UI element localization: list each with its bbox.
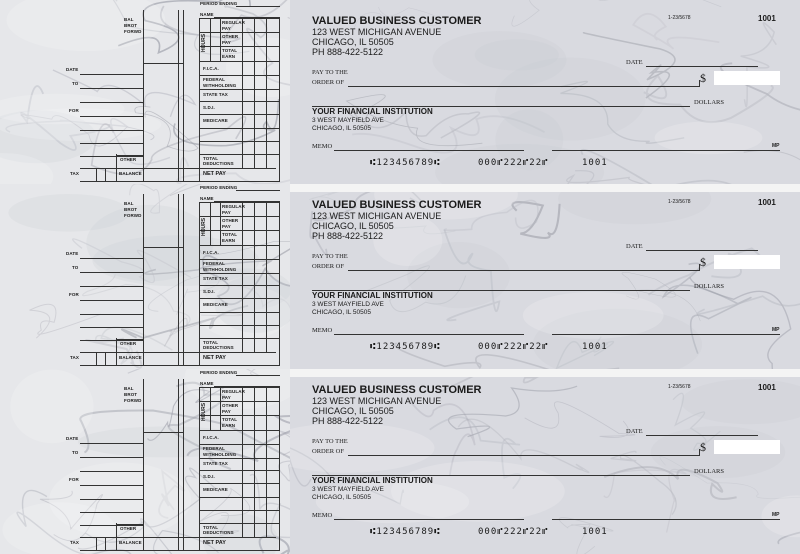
tax-label: TAX (70, 171, 79, 176)
hours-label: HOURS (201, 402, 207, 421)
fica-label: F.I.C.A. (203, 66, 219, 71)
column-line (105, 168, 106, 182)
forwd-label: FORWD (124, 29, 142, 34)
name-label: NAME (200, 381, 214, 386)
mp-label: MP (772, 327, 780, 333)
check (290, 0, 800, 184)
bank-fraction: 1-23/5678 (668, 15, 691, 21)
rule-line (80, 314, 144, 315)
to-label: TO (72, 450, 79, 455)
fica-label: F.I.C.A. (203, 435, 219, 440)
customer-name: VALUED BUSINESS CUSTOMER (312, 384, 482, 396)
forwd-label: FORWD (124, 398, 142, 403)
column-line (210, 18, 211, 61)
micr-check-number: 1001 (582, 527, 608, 537)
bank-fraction: 1-23/5678 (668, 384, 691, 390)
other-label: OTHER (120, 526, 137, 531)
bal-label: BAL (124, 386, 134, 391)
rule-line (80, 457, 144, 458)
column-line (242, 18, 243, 168)
sdi-label: S.D.I. (203, 474, 215, 479)
customer-address-1: 123 WEST MICHIGAN AVENUE (312, 211, 442, 221)
hours-label: HOURS (201, 33, 207, 52)
column-line (183, 194, 184, 366)
other-pay-label-1: OTHER (222, 218, 239, 223)
micr-routing: ⑆123456789⑆ (370, 342, 441, 352)
rule-line (199, 458, 280, 459)
memo-label: MEMO (312, 512, 333, 519)
rule-line (199, 510, 280, 511)
column-line (105, 537, 106, 551)
rule-line (199, 61, 280, 62)
fica-label: F.I.C.A. (203, 250, 219, 255)
customer-phone: PH 888-422-5122 (312, 231, 384, 241)
check-stub (0, 0, 290, 184)
column-line (116, 523, 117, 551)
federal-withholding-label-1: FEDERAL (203, 77, 225, 82)
rule-line (80, 143, 144, 144)
rule-line (199, 523, 280, 524)
check-number: 1001 (758, 14, 776, 23)
other-label: OTHER (120, 157, 137, 162)
other-pay-label-1: OTHER (222, 403, 239, 408)
rule-line (199, 273, 280, 274)
rule-line (199, 216, 280, 217)
total-deductions-label-2: DEDUCTIONS (203, 345, 234, 350)
rule-line (199, 259, 280, 260)
federal-withholding-label-1: FEDERAL (203, 446, 225, 451)
rule-line (80, 512, 144, 513)
date-line[interactable] (646, 250, 758, 251)
rule-line (199, 444, 280, 445)
brot-label: BROT (124, 207, 138, 212)
dollars-label: DOLLARS (694, 468, 724, 475)
net-pay-label: NET PAY (203, 355, 226, 361)
tax-label: TAX (70, 540, 79, 545)
rule-line (199, 230, 280, 231)
regular-pay-label-2: PAY (222, 26, 231, 31)
rule-line (199, 497, 280, 498)
federal-withholding-label-2: WITHHOLDING (203, 452, 237, 457)
column-line (254, 18, 255, 168)
column-line (183, 10, 184, 182)
rule-line (80, 272, 144, 273)
rule-line (236, 6, 280, 7)
regular-pay-label-1: REGULAR (222, 204, 245, 209)
memo-line[interactable] (334, 150, 524, 151)
payee-line[interactable] (348, 455, 700, 456)
total-deductions-label-1: TOTAL (203, 525, 219, 530)
bank-fraction: 1-23/5678 (668, 199, 691, 205)
check (290, 377, 800, 554)
dollar-sign: $ (700, 440, 706, 454)
micr-account: 000⑈222⑈22⑈ (478, 342, 549, 352)
check-separator (290, 369, 800, 377)
rule-line (199, 470, 280, 471)
state-tax-label: STATE TAX (203, 276, 228, 281)
rule-line (116, 339, 144, 340)
bank-address-1: 3 WEST MAYFIELD AVE (312, 486, 384, 493)
signature-line[interactable] (552, 334, 780, 335)
total-deductions-label-1: TOTAL (203, 156, 219, 161)
rule-line (199, 75, 280, 76)
rule-line (199, 298, 280, 299)
rule-line (143, 63, 183, 64)
rule-line (80, 485, 144, 486)
regular-pay-label-2: PAY (222, 395, 231, 400)
rule-line (80, 258, 144, 259)
rule-line (199, 430, 280, 431)
state-tax-label: STATE TAX (203, 92, 228, 97)
name-label: NAME (200, 12, 214, 17)
micr-account: 000⑈222⑈22⑈ (478, 158, 549, 168)
dollar-sign: $ (700, 255, 706, 269)
order-of-label: ORDER OF (312, 79, 344, 86)
bank-address-2: CHICAGO, IL 50505 (312, 309, 372, 316)
brot-label: BROT (124, 392, 138, 397)
rule-line (143, 432, 183, 433)
rule-line (80, 443, 144, 444)
customer-address-1: 123 WEST MICHIGAN AVENUE (312, 27, 442, 37)
other-pay-label-2: PAY (222, 409, 231, 414)
rule-line (236, 375, 280, 376)
tax-label: TAX (70, 355, 79, 360)
customer-address-2: CHICAGO, IL 50505 (312, 221, 394, 231)
medicare-label: MEDICARE (203, 302, 228, 307)
bank-address-1: 3 WEST MAYFIELD AVE (312, 301, 384, 308)
payee-line[interactable] (348, 86, 700, 87)
order-of-label: ORDER OF (312, 263, 344, 270)
rule-line (80, 130, 144, 131)
customer-name: VALUED BUSINESS CUSTOMER (312, 15, 482, 27)
rule-line (80, 471, 144, 472)
rule-line (80, 286, 144, 287)
rule-line (199, 245, 280, 246)
rule-line (80, 74, 144, 75)
column-line (266, 387, 267, 537)
column-line (266, 202, 267, 352)
rule-line (199, 338, 280, 339)
pay-to-label: PAY TO THE (312, 438, 348, 445)
to-label: TO (72, 81, 79, 86)
micr-routing: ⑆123456789⑆ (370, 527, 441, 537)
bank-name: YOUR FINANCIAL INSTITUTION (312, 476, 433, 485)
customer-address-2: CHICAGO, IL 50505 (312, 406, 394, 416)
column-line (116, 338, 117, 366)
medicare-label: MEDICARE (203, 118, 228, 123)
column-line (210, 387, 211, 430)
rule-line (199, 128, 280, 129)
signature-line[interactable] (552, 150, 780, 151)
column-line (254, 202, 255, 352)
memo-label: MEMO (312, 143, 333, 150)
payee-line[interactable] (348, 270, 700, 271)
micr-account: 000⑈222⑈22⑈ (478, 527, 549, 537)
balance-label: BALANCE (119, 540, 142, 545)
other-label: OTHER (120, 341, 137, 346)
federal-withholding-label-2: WITHHOLDING (203, 83, 237, 88)
total-deductions-label-1: TOTAL (203, 340, 219, 345)
medicare-label: MEDICARE (203, 487, 228, 492)
check (290, 192, 800, 369)
rule-line (199, 89, 280, 90)
customer-address-2: CHICAGO, IL 50505 (312, 37, 394, 47)
hours-label: HOURS (201, 217, 207, 236)
micr-check-number: 1001 (582, 342, 608, 352)
column-line (266, 18, 267, 168)
column-line (178, 194, 179, 366)
signature-line[interactable] (552, 519, 780, 520)
bank-name: YOUR FINANCIAL INSTITUTION (312, 291, 433, 300)
column-line (242, 387, 243, 537)
regular-pay-label-2: PAY (222, 210, 231, 215)
rule-line (143, 247, 183, 248)
column-line (254, 387, 255, 537)
forwd-label: FORWD (124, 213, 142, 218)
micr-routing: ⑆123456789⑆ (370, 158, 441, 168)
to-label: TO (72, 265, 79, 270)
total-earn-label-1: TOTAL (222, 48, 238, 53)
for-label: FOR (69, 108, 79, 113)
rule-line (199, 483, 280, 484)
bank-address-2: CHICAGO, IL 50505 (312, 125, 372, 132)
dollars-label: DOLLARS (694, 99, 724, 106)
column-line (220, 202, 221, 245)
other-pay-label-2: PAY (222, 224, 231, 229)
date-line[interactable] (646, 435, 758, 436)
rule-line (80, 327, 144, 328)
date-label: DATE (66, 67, 79, 72)
total-earn-label-2: EARN (222, 54, 236, 59)
period-ending-label: PERIOD ENDING (200, 370, 238, 375)
mp-label: MP (772, 143, 780, 149)
bank-name: YOUR FINANCIAL INSTITUTION (312, 107, 433, 116)
rule-line (199, 46, 280, 47)
customer-phone: PH 888-422-5122 (312, 416, 384, 426)
period-ending-label: PERIOD ENDING (200, 185, 238, 190)
amount-box[interactable] (714, 440, 780, 454)
for-label: FOR (69, 292, 79, 297)
column-line (96, 537, 97, 551)
rule-line (199, 325, 280, 326)
rule-line (199, 141, 280, 142)
rule-line (199, 32, 280, 33)
column-line (220, 387, 221, 430)
rule-line (199, 114, 280, 115)
date-line[interactable] (646, 66, 758, 67)
total-earn-label-1: TOTAL (222, 417, 238, 422)
rule-line (80, 88, 144, 89)
column-line (96, 168, 97, 182)
total-earn-label-1: TOTAL (222, 232, 238, 237)
order-of-label: ORDER OF (312, 448, 344, 455)
rule-line (80, 116, 144, 117)
customer-address-1: 123 WEST MICHIGAN AVENUE (312, 396, 442, 406)
rule-line (80, 300, 144, 301)
column-line (178, 379, 179, 551)
date-label: DATE (66, 251, 79, 256)
check-separator (290, 184, 800, 192)
check-number: 1001 (758, 383, 776, 392)
check-stub (0, 184, 290, 369)
amount-box[interactable] (714, 71, 780, 85)
memo-line[interactable] (334, 519, 524, 520)
rule-line (199, 154, 280, 155)
column-line (220, 18, 221, 61)
check-number: 1001 (758, 198, 776, 207)
period-ending-label: PERIOD ENDING (200, 1, 238, 6)
memo-line[interactable] (334, 334, 524, 335)
column-line (242, 202, 243, 352)
dollars-label: DOLLARS (694, 283, 724, 290)
sdi-label: S.D.I. (203, 289, 215, 294)
rule-line (80, 499, 144, 500)
balance-label: BALANCE (119, 171, 142, 176)
rule-line (199, 401, 280, 402)
rule-line (199, 312, 280, 313)
mp-label: MP (772, 512, 780, 518)
bank-address-1: 3 WEST MAYFIELD AVE (312, 117, 384, 124)
memo-label: MEMO (312, 327, 333, 334)
customer-name: VALUED BUSINESS CUSTOMER (312, 199, 482, 211)
regular-pay-label-1: REGULAR (222, 20, 245, 25)
net-pay-label: NET PAY (203, 171, 226, 177)
for-label: FOR (69, 477, 79, 482)
regular-pay-label-1: REGULAR (222, 389, 245, 394)
name-label: NAME (200, 196, 214, 201)
balance-label: BALANCE (119, 355, 142, 360)
date-label: DATE (626, 243, 643, 250)
rule-line (116, 524, 144, 525)
date-label: DATE (66, 436, 79, 441)
customer-phone: PH 888-422-5122 (312, 47, 384, 57)
federal-withholding-label-1: FEDERAL (203, 261, 225, 266)
rule-line (199, 285, 280, 286)
pay-to-label: PAY TO THE (312, 253, 348, 260)
micr-check-number: 1001 (582, 158, 608, 168)
bal-label: BAL (124, 201, 134, 206)
check-stub (0, 369, 290, 554)
other-pay-label-1: OTHER (222, 34, 239, 39)
federal-withholding-label-2: WITHHOLDING (203, 267, 237, 272)
rule-line (199, 415, 280, 416)
net-pay-label: NET PAY (203, 540, 226, 546)
rule-line (80, 102, 144, 103)
column-line (96, 352, 97, 366)
column-line (105, 352, 106, 366)
other-pay-label-2: PAY (222, 40, 231, 45)
bank-address-2: CHICAGO, IL 50505 (312, 494, 372, 501)
total-deductions-label-2: DEDUCTIONS (203, 530, 234, 535)
rule-line (236, 190, 280, 191)
brot-label: BROT (124, 23, 138, 28)
pay-to-label: PAY TO THE (312, 69, 348, 76)
column-line (210, 202, 211, 245)
column-line (178, 10, 179, 182)
rule-line (199, 101, 280, 102)
total-deductions-label-2: DEDUCTIONS (203, 161, 234, 166)
date-label: DATE (626, 428, 643, 435)
column-line (116, 154, 117, 182)
column-line (183, 379, 184, 551)
amount-box[interactable] (714, 255, 780, 269)
sdi-label: S.D.I. (203, 105, 215, 110)
total-earn-label-2: EARN (222, 238, 236, 243)
dollar-sign: $ (700, 71, 706, 85)
date-label: DATE (626, 59, 643, 66)
state-tax-label: STATE TAX (203, 461, 228, 466)
bal-label: BAL (124, 17, 134, 22)
rule-line (116, 155, 144, 156)
total-earn-label-2: EARN (222, 423, 236, 428)
